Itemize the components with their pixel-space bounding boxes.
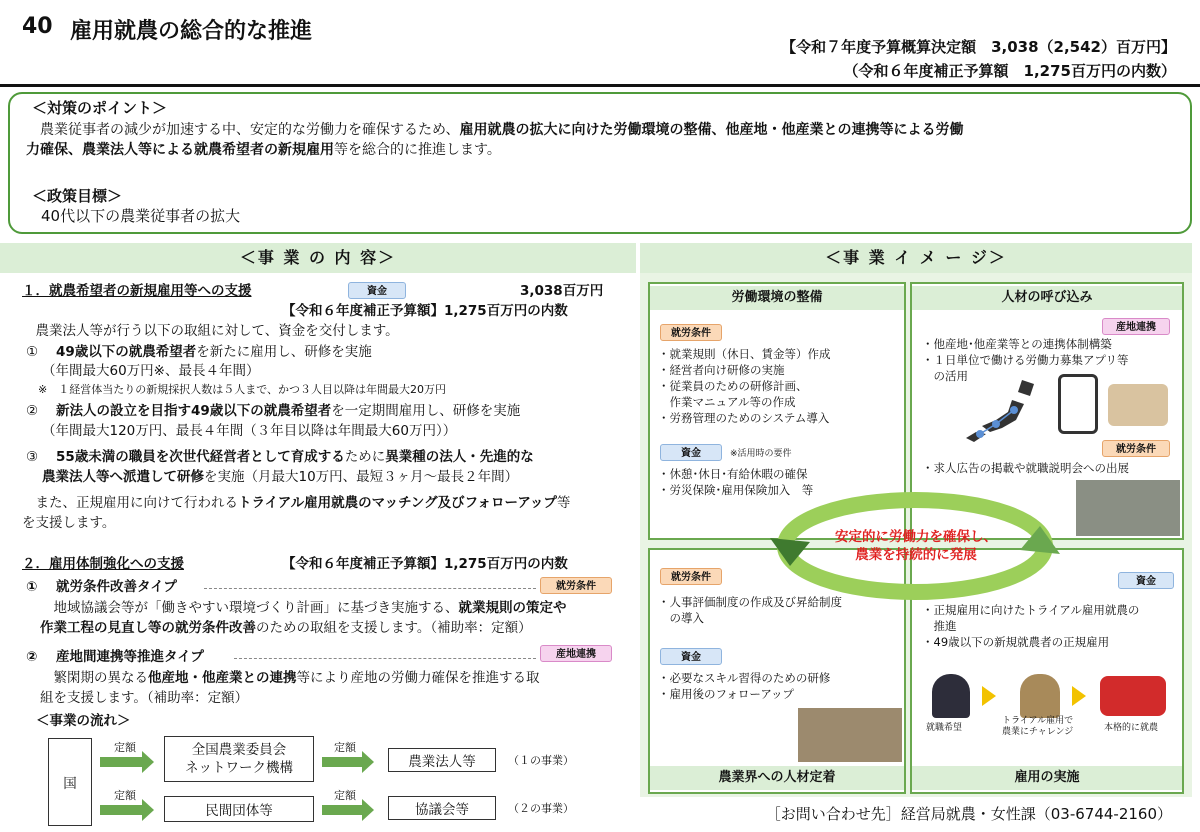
flow-arrow-label: 定額	[334, 789, 356, 802]
smartphone-icon	[1058, 374, 1098, 434]
step-full-farming: 本格的に就農	[1104, 723, 1159, 733]
work-condition-tag: 就労条件	[540, 577, 612, 594]
work-condition-tag: 就労条件	[1102, 440, 1170, 457]
budget-line-1: 【令和７年度予算概算決定額 3,038（2,542）百万円】	[781, 38, 1176, 56]
flow-box-private: 民間団体等	[164, 796, 314, 822]
list-item: ・従業員のための研修計画、	[658, 379, 808, 393]
sub3-number: ③	[26, 449, 39, 465]
policy-box	[8, 92, 1192, 234]
flow-box-national-line1: 全国農業委員会	[191, 742, 287, 758]
flow-box-national-line2: ネットワーク機構	[185, 760, 293, 776]
item-list	[922, 602, 1139, 650]
sub3-bold: 55歳未満の職員を次世代経営者として育成する	[56, 449, 345, 465]
sub3-text-2: を実施（月最大10万円、最短３ヶ月～最長２年間）	[204, 469, 519, 485]
step-job-seeking: 就職希望	[926, 723, 963, 733]
list-item: 推進	[922, 619, 957, 633]
list-item: ・必要なスキル習得のための研修	[658, 671, 831, 685]
flow-arrow	[322, 757, 364, 767]
flow-country: 国	[48, 738, 92, 826]
budget-line-2: （令和６年度補正予算額 1,275百万円の内数）	[843, 62, 1176, 80]
training-photo	[798, 708, 902, 762]
sub1-note: ※ １経営体当たりの新規採択人数は５人まで、かつ３人目以降は年間最大20万円	[38, 383, 446, 396]
sub1-line2: （年間最大60万円※、最長４年間）	[42, 363, 260, 379]
flow-box-farm-corp: 農業法人等	[388, 748, 496, 772]
trial-farmer-icon	[1020, 674, 1060, 718]
item-number: 40	[22, 14, 53, 39]
list-item: ・雇用後のフォローアップ	[658, 687, 795, 701]
flow-arrow	[322, 805, 364, 815]
type2-leader	[234, 658, 536, 659]
flow-arrow-label: 定額	[334, 741, 356, 754]
flow-arrow	[100, 757, 144, 767]
type1-bold-1: 就業規則の策定や	[458, 600, 567, 616]
flow-heading: ＜事業の流れ＞	[36, 713, 131, 729]
sub3-text: ために	[344, 449, 386, 465]
fund-tag: 資金	[1118, 572, 1174, 589]
trial-text-2: 等	[556, 495, 571, 511]
trial-line2: を支援します。	[22, 515, 116, 531]
fund-tag: 資金	[660, 648, 722, 665]
points-heading: ＜対策のポイント＞	[32, 99, 168, 117]
job-fair-photo	[1076, 480, 1180, 536]
region-link-tag: 産地連携	[540, 645, 612, 662]
flow-note-2: （２の事業）	[508, 802, 574, 815]
type1-text-2: のための取組を支援します。（補助率：定額）	[256, 620, 532, 636]
panel-title: 雇用の実施	[912, 766, 1182, 790]
sub3-bold-3: 農業法人等へ派遣して研修	[42, 469, 204, 485]
points-bold-2: 力確保、農業法人等による就農希望者の新規雇用	[26, 142, 334, 158]
type2-bold: 他産地・他産業との連携	[148, 670, 297, 686]
requirement-note: ※活用時の要件	[730, 449, 792, 459]
panel-title: 人材の呼び込み	[912, 286, 1182, 310]
center-message-1: 安定的に労働力を確保し、	[835, 529, 997, 545]
flow-note-1: （１の事業）	[508, 754, 574, 767]
sub2-line2: （年間最大120万円、最長４年間（３年目以降は年間最大60万円））	[42, 423, 457, 439]
flow-box-council: 協議会等	[388, 796, 496, 820]
list-item: ・１日単位で働ける労働力募集アプリ等	[922, 353, 1129, 367]
sub1-text: を新たに雇用し、研修を実施	[196, 344, 372, 360]
item1-intro: 農業法人等が行う以下の取組に対して、資金を交付します。	[22, 323, 399, 339]
japan-map-icon	[952, 376, 1052, 446]
contact-info: ［お問い合わせ先］経営局就農・女性課（03-6744-2160）	[765, 805, 1172, 823]
sub2-number: ②	[26, 403, 39, 419]
points-text-1: 農業従事者の減少が加速する中、安定的な労働力を確保するため、	[26, 122, 460, 138]
fund-tag: 資金	[348, 282, 406, 299]
center-message	[832, 528, 1000, 564]
goal-heading: ＜政策目標＞	[32, 187, 123, 205]
type2-text-1: 繁閑期の異なる	[40, 670, 148, 686]
triangle-arrow-icon	[982, 686, 996, 706]
points-bold-1: 雇用就農の拡大に向けた労働環境の整備、他産地・他産業との連携等による労働	[459, 122, 964, 138]
image-section-title: ＜事 業 イ メ ー ジ＞	[640, 243, 1192, 273]
list-item: の活用	[922, 369, 968, 383]
item1-amount: 3,038百万円	[520, 283, 604, 299]
list-item: ・他産地･他産業等との連携体制構築	[922, 337, 1112, 351]
item1-title: １．就農希望者の新規雇用等への支援	[22, 283, 252, 299]
work-condition-tag: 就労条件	[660, 324, 722, 341]
type2-title: 産地間連携等推進タイプ	[56, 649, 204, 665]
triangle-arrow-icon	[1072, 686, 1086, 706]
sub3-bold-2: 異業種の法人・先進的な	[385, 449, 534, 465]
list-item: ・労務管理のためのシステム導入	[658, 411, 830, 425]
flow-arrow-label: 定額	[114, 789, 136, 802]
flow-box-national	[164, 736, 314, 782]
title-divider	[0, 84, 1200, 87]
sub2-text: を一定期間雇用し、研修を実施	[331, 403, 521, 419]
item-list	[658, 670, 830, 702]
item2-title: ２．雇用体制強化への支援	[22, 556, 184, 572]
list-item: ・経営者向け研修の実施	[658, 363, 785, 377]
work-condition-tag: 就労条件	[660, 568, 722, 585]
fund-tag: 資金	[660, 444, 722, 461]
flow-arrow-label: 定額	[114, 741, 136, 754]
sub2-bold: 新法人の設立を目指す49歳以下の就農希望者	[56, 403, 332, 419]
goal-text: 40代以下の農業従事者の拡大	[26, 207, 241, 225]
list-item: ・求人広告の掲載や就職説明会への出展	[922, 461, 1129, 475]
step-trial: トライアル雇用で 農業にチャレンジ	[1002, 716, 1074, 737]
type2-text-2: 等により産地の労働力確保を推進する取	[296, 670, 540, 686]
list-item: ・人事評価制度の作成及び昇給制度	[658, 595, 842, 609]
type1-leader	[204, 588, 536, 589]
item1-supplementary: 【令和６年度補正予算額】1,275百万円の内数	[282, 303, 568, 319]
content-section-title: ＜事 業 の 内 容＞	[0, 243, 636, 273]
worker-icon	[1108, 384, 1168, 426]
trial-text-1: また、正規雇用に向けて行われる	[22, 495, 238, 511]
list-item: ・正規雇用に向けたトライアル雇用就農の	[922, 603, 1140, 617]
flow-arrow	[100, 805, 144, 815]
item-list	[922, 460, 1129, 476]
panel-title: 労働環境の整備	[650, 286, 904, 310]
type1-bold-2: 作業工程の見直し等の就労条件改善	[40, 620, 256, 636]
type1-number: ①	[26, 579, 38, 595]
tractor-icon	[1100, 676, 1166, 716]
points-text-2: 等を総合的に推進します。	[334, 142, 501, 158]
panel-title: 農業界への人材定着	[650, 766, 904, 790]
list-item: 作業マニュアル等の作成	[658, 395, 796, 409]
points-text	[26, 120, 1186, 160]
sub1-number: ①	[26, 344, 39, 360]
list-item: の導入	[658, 611, 704, 625]
trial-bold: トライアル雇用就農のマッチング及びフォローアップ	[238, 495, 557, 511]
list-item: ・49歳以下の新規就農者の正規雇用	[922, 635, 1110, 649]
type1-title: 就労条件改善タイプ	[56, 579, 177, 595]
type1-text-1: 地域協議会等が「働きやすい環境づくり計画」に基づき実施する、	[40, 600, 459, 616]
item-list	[658, 346, 831, 426]
job-seeker-icon	[932, 674, 970, 718]
region-link-tag: 産地連携	[1102, 318, 1170, 335]
sub1-bold: 49歳以下の就農希望者	[56, 344, 197, 360]
page-title: 雇用就農の総合的な推進	[70, 19, 313, 44]
type2-line2: 組を支援します。（補助率：定額）	[40, 690, 249, 706]
list-item: ・休憩･休日･有給休暇の確保	[658, 467, 808, 481]
center-message-2: 農業を持続的に発展	[855, 547, 977, 563]
list-item: ・労災保険･雇用保険加入 等	[658, 483, 814, 497]
type2-number: ②	[26, 649, 38, 665]
item2-supplementary: 【令和６年度補正予算額】1,275百万円の内数	[282, 556, 568, 572]
list-item: ・就業規則（休日、賃金等）作成	[658, 347, 831, 361]
